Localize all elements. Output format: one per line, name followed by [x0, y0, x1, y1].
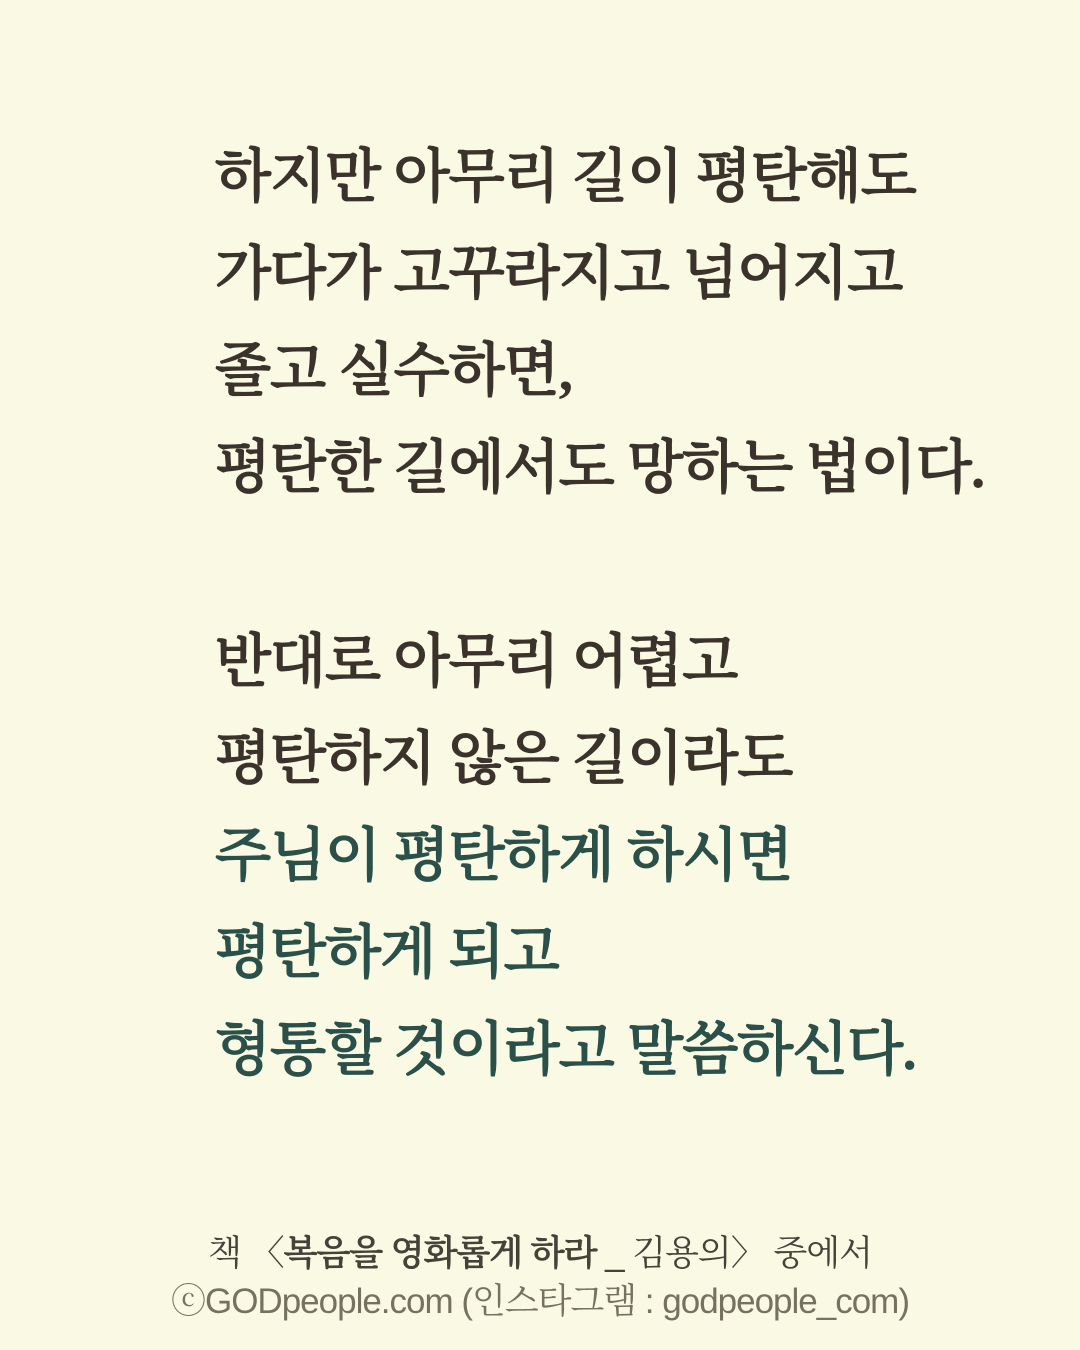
- quote-line: 하지만 아무리 길이 평탄해도: [215, 144, 916, 209]
- quote-line: 반대로 아무리 어렵고: [215, 629, 738, 694]
- quote-line: 주님이 평탄하게 하시면: [215, 823, 793, 888]
- book-source-suffix: 〉 중에서: [730, 1234, 872, 1273]
- quote-line: 형통할 것이라고 말씀하신다.: [215, 1017, 916, 1082]
- quote-line: 평탄한 길에서도 망하는 법이다.: [215, 435, 985, 500]
- copyright-line: ⓒGODpeople.com (인스타그램 : godpeople_com): [170, 1282, 909, 1321]
- quote-line: 평탄하지 않은 길이라도: [215, 726, 793, 791]
- quote-paragraph: [215, 128, 984, 516]
- book-source-line: [0, 1230, 1080, 1278]
- quote-line: 졸고 실수하면,: [215, 338, 573, 403]
- book-title: 복음을 영화롭게 하라: [283, 1234, 597, 1273]
- book-source-prefix: 책 〈: [208, 1234, 284, 1273]
- attribution: [0, 1230, 1080, 1326]
- quote-line: 가다가 고꾸라지고 넘어지고: [215, 241, 903, 306]
- quote-body: [215, 128, 984, 1098]
- book-author: _ 김용의: [596, 1234, 731, 1273]
- quote-line: 평탄하게 되고: [215, 920, 559, 985]
- quote-paragraph: [215, 613, 984, 1098]
